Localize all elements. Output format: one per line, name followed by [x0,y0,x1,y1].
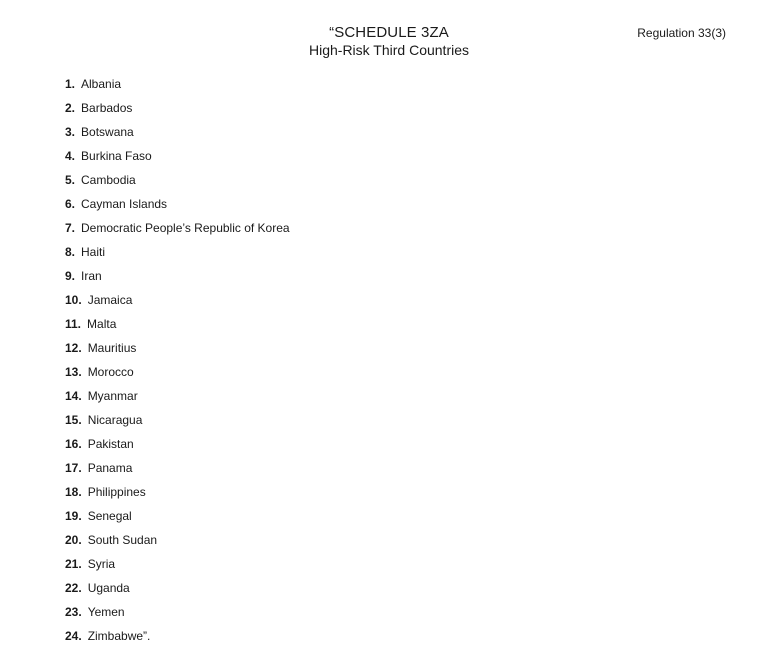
list-item [65,628,290,652]
list-item-number: 8. [65,245,76,259]
list-item [65,508,290,532]
list-item-number: 19. [65,509,82,523]
list-item [65,364,290,388]
list-item [65,196,290,220]
list-item-number: 11. [65,317,82,331]
list-item-number: 9. [65,269,76,283]
list-item-number: 6. [65,197,76,211]
list-item [65,124,290,148]
list-item-country: Uganda [87,581,130,595]
list-item-country: Haiti [81,245,106,259]
list-item-number: 14. [65,389,82,403]
list-item-country: Yemen [87,605,125,619]
list-item [65,484,290,508]
list-item [65,388,290,412]
list-item-number: 13. [65,365,82,379]
list-item-country: Panama [87,461,133,475]
list-item-country: Senegal [87,509,132,523]
list-item-country: Iran [81,269,102,283]
list-item-number: 16. [65,437,82,451]
regulation-reference: Regulation 33(3) [637,26,726,40]
list-item-country: Zimbabwe”. [87,629,151,643]
list-item-country: Malta [87,317,117,331]
list-item [65,604,290,628]
list-item-number: 17. [65,461,82,475]
list-item-country: Democratic People’s Republic of Korea [81,221,290,235]
list-item-country: Syria [87,557,116,571]
list-item-number: 7. [65,221,76,235]
list-item-number: 12. [65,341,82,355]
list-item [65,292,290,316]
list-item-country: Mauritius [87,341,137,355]
list-item-number: 22. [65,581,82,595]
list-item [65,220,290,244]
schedule-title: “SCHEDULE 3ZA [329,24,449,41]
list-item-country: Botswana [81,125,134,139]
list-item-country: Pakistan [87,437,134,451]
list-item-number: 3. [65,125,76,139]
list-item-country: Philippines [87,485,146,499]
list-item [65,172,290,196]
list-item-number: 21. [65,557,82,571]
list-item [65,316,290,340]
list-item [65,556,290,580]
list-item-country: Burkina Faso [81,149,152,163]
list-item [65,580,290,604]
list-item-country: South Sudan [87,533,158,547]
list-item-country: Jamaica [87,293,133,307]
list-item [65,148,290,172]
list-item [65,76,290,100]
list-item-country: Albania [81,77,122,91]
list-item [65,460,290,484]
list-item [65,412,290,436]
list-item-number: 23. [65,605,82,619]
list-item-country: Barbados [81,101,133,115]
list-item-country: Myanmar [87,389,138,403]
list-item-number: 15. [65,413,82,427]
list-item-country: Cambodia [81,173,136,187]
list-item-number: 20. [65,533,82,547]
list-item-country: Cayman Islands [81,197,168,211]
list-item-number: 10. [65,293,82,307]
list-item [65,436,290,460]
list-item [65,532,290,556]
list-item [65,340,290,364]
list-item-number: 1. [65,77,76,91]
list-item [65,268,290,292]
list-item [65,244,290,268]
list-item [65,100,290,124]
schedule-subtitle: High-Risk Third Countries [308,42,469,58]
list-item-number: 24. [65,629,82,643]
list-item-country: Morocco [87,365,134,379]
list-item-country: Nicaragua [87,413,143,427]
list-item-number: 4. [65,149,76,163]
list-item-number: 2. [65,101,76,115]
country-list [65,76,290,652]
list-item-number: 18. [65,485,82,499]
list-item-number: 5. [65,173,76,187]
